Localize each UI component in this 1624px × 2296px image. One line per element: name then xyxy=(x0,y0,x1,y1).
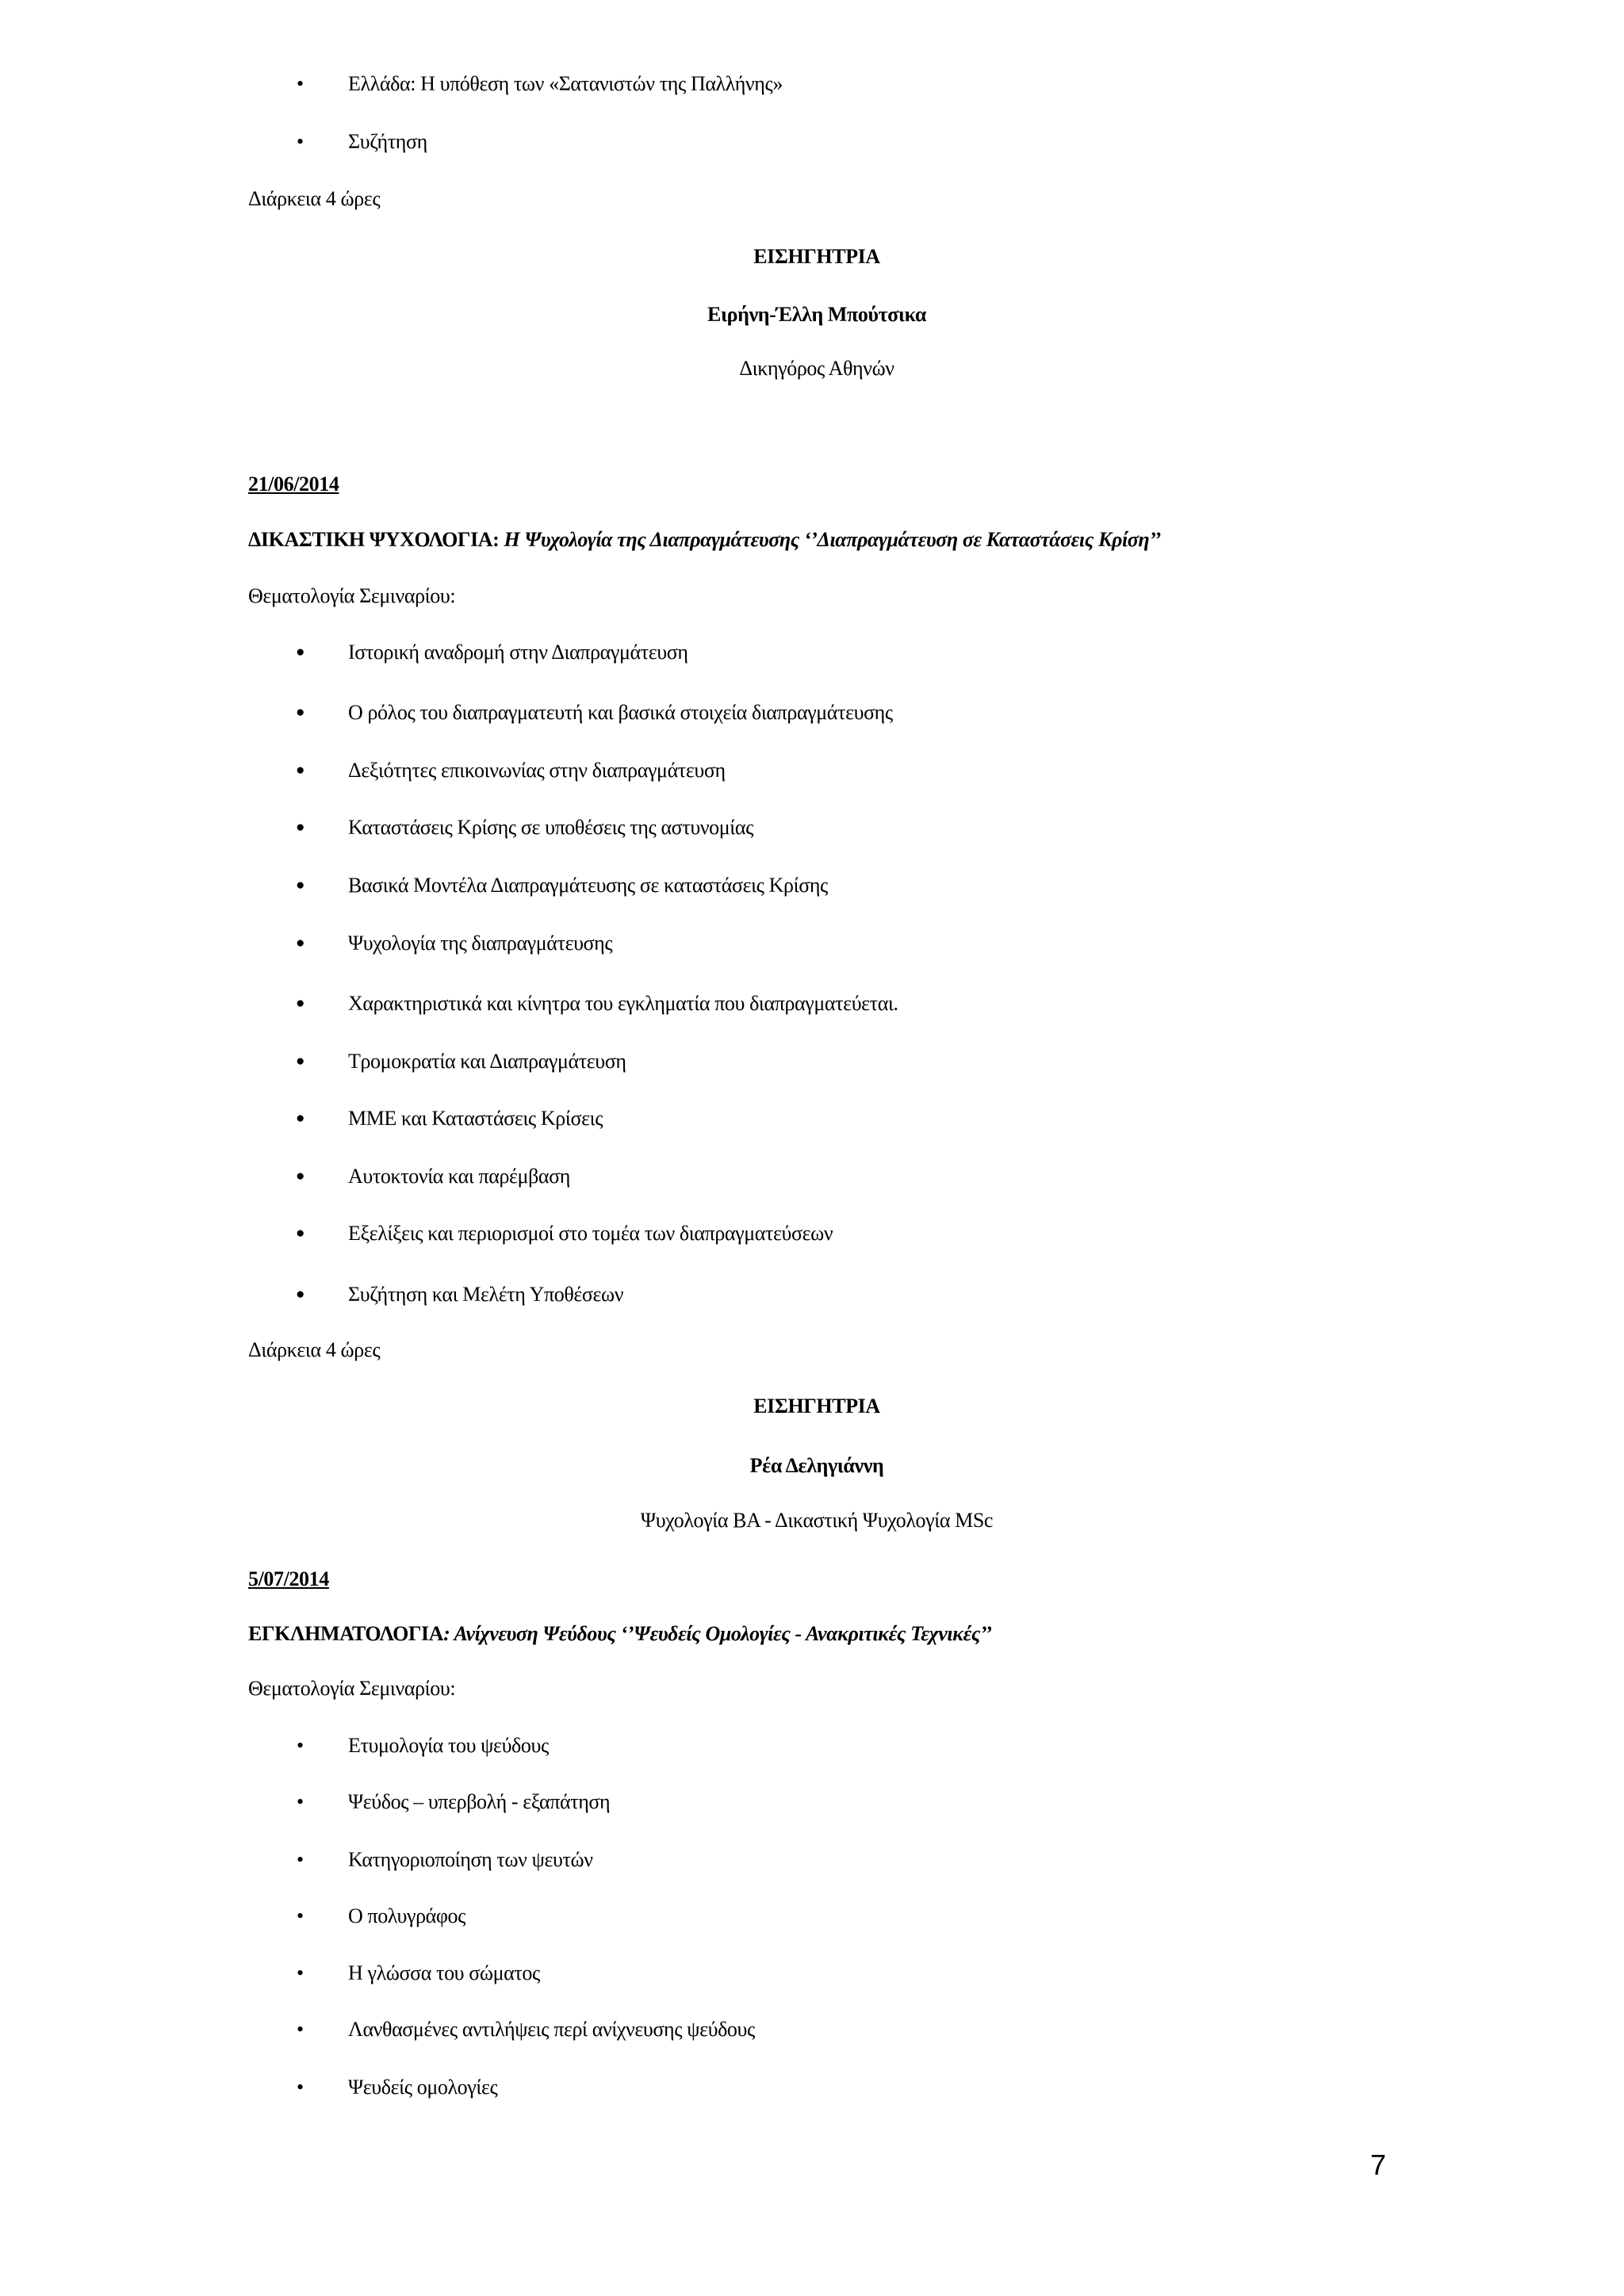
list-item: Ψυχολογία της διαπραγμάτευσης xyxy=(348,932,613,955)
speaker-name: Ρέα Δεληγιάννη xyxy=(749,1454,884,1477)
list-item: Δεξιότητες επικοινωνίας στην διαπραγμάτευση xyxy=(348,759,726,782)
bullet-icon: • xyxy=(297,2076,304,2099)
list-item: Χαρακτηριστικά και κίνητρα του εγκληματία που διαπραγματεύεται. xyxy=(348,992,898,1015)
list-item: Καταστάσεις Κρίσης σε υποθέσεις της αστυνομίας xyxy=(348,816,754,839)
duration-text: Διάρκεια 4 ώρες xyxy=(248,1338,381,1361)
list-item: Αυτοκτονία και παρέμβαση xyxy=(348,1165,570,1188)
list-item: Ελλάδα: Η υπόθεση των «Σατανιστών της Παλλήνης» xyxy=(348,72,783,95)
bullet-icon: ● xyxy=(296,1110,305,1127)
topics-label: Θεματολογία Σεμιναρίου: xyxy=(248,1677,456,1700)
bullet-icon: ● xyxy=(296,704,305,721)
list-item: Τρομοκρατία και Διαπραγμάτευση xyxy=(348,1050,626,1073)
speaker-title: ΕΙΣΗΓΗΤΡΙΑ xyxy=(753,1395,880,1418)
bullet-icon: ● xyxy=(296,1053,305,1070)
seminar-heading xyxy=(248,527,1161,553)
list-item: Ιστορική αναδρομή στην Διαπραγμάτευση xyxy=(348,641,688,664)
bullet-icon: ● xyxy=(296,1168,305,1184)
bullet-icon: ● xyxy=(296,1286,305,1303)
list-item: Ψευδείς ομολογίες xyxy=(348,2076,498,2099)
list-item: Εξελίξεις και περιορισμοί στο τομέα των διαπραγματεύσεων xyxy=(348,1222,833,1245)
list-item: Κατηγοριοποίηση των ψευτών xyxy=(348,1848,593,1871)
bullet-icon: • xyxy=(297,2018,304,2041)
list-item: ΜΜΕ και Καταστάσεις Κρίσεις xyxy=(348,1107,603,1130)
seminar-heading-title: : Ανίχνευση Ψεύδους ‘’Ψευδείς Ομολογίες - Ανακριτικές Τεχνικές’’ xyxy=(443,1622,992,1645)
list-item: Λανθασμένες αντιλήψεις περί ανίχνευσης ψεύδους xyxy=(348,2018,755,2041)
bullet-icon: • xyxy=(297,1961,304,1984)
bullet-icon: • xyxy=(297,130,304,153)
list-item: Βασικά Μοντέλα Διαπραγμάτευσης σε καταστάσεις Κρίσης xyxy=(348,874,828,897)
speaker-role: Δικηγόρος Αθηνών xyxy=(739,357,894,380)
seminar-heading-label: ΕΓΚΛΗΜΑΤΟΛΟΓΙΑ xyxy=(248,1622,444,1645)
bullet-icon: • xyxy=(297,72,304,95)
bullet-icon: ● xyxy=(296,644,305,660)
list-item: Ψεύδος – υπερβολή - εξαπάτηση xyxy=(348,1790,611,1813)
seminar-heading xyxy=(248,1621,992,1647)
list-item: Η γλώσσα του σώματος xyxy=(348,1961,540,1984)
list-item: Συζήτηση και Μελέτη Υποθέσεων xyxy=(348,1283,624,1306)
topics-label: Θεματολογία Σεμιναρίου: xyxy=(248,584,456,607)
bullet-icon: • xyxy=(297,1848,304,1871)
bullet-icon: • xyxy=(297,1790,304,1813)
bullet-icon: ● xyxy=(296,819,305,836)
bullet-icon: ● xyxy=(296,935,305,951)
speaker-title: ΕΙΣΗΓΗΤΡΙΑ xyxy=(753,245,880,268)
seminar-heading-label: ΔΙΚΑΣΤΙΚΗ ΨΥΧΟΛΟΓΙΑ: xyxy=(248,528,500,551)
duration-text: Διάρκεια 4 ώρες xyxy=(248,187,381,210)
list-item: Συζήτηση xyxy=(348,130,427,153)
seminar-heading-title: Η Ψυχολογία της Διαπραγμάτευσης ‘’Διαπραγμάτευση σε Καταστάσεις Κρίση’’ xyxy=(499,528,1161,551)
bullet-icon: ● xyxy=(296,762,305,779)
bullet-icon: ● xyxy=(296,995,305,1012)
speaker-role: Ψυχολογία ΒΑ - Δικαστική Ψυχολογία MSc xyxy=(640,1509,994,1532)
bullet-icon: ● xyxy=(296,877,305,894)
speaker-name: Ειρήνη-Έλλη Μπούτσικα xyxy=(707,303,926,326)
list-item: Ο ρόλος του διαπραγματευτή και βασικά στοιχεία διαπραγμάτευσης xyxy=(348,701,893,724)
seminar-date: 5/07/2014 xyxy=(248,1567,329,1590)
bullet-icon: • xyxy=(297,1904,304,1927)
list-item: Ετυμολογία του ψεύδους xyxy=(348,1734,549,1757)
page-number: 7 xyxy=(1370,2149,1387,2181)
bullet-icon: ● xyxy=(296,1225,305,1242)
list-item: Ο πολυγράφος xyxy=(348,1904,466,1927)
seminar-date: 21/06/2014 xyxy=(248,473,339,496)
bullet-icon: • xyxy=(297,1734,304,1757)
